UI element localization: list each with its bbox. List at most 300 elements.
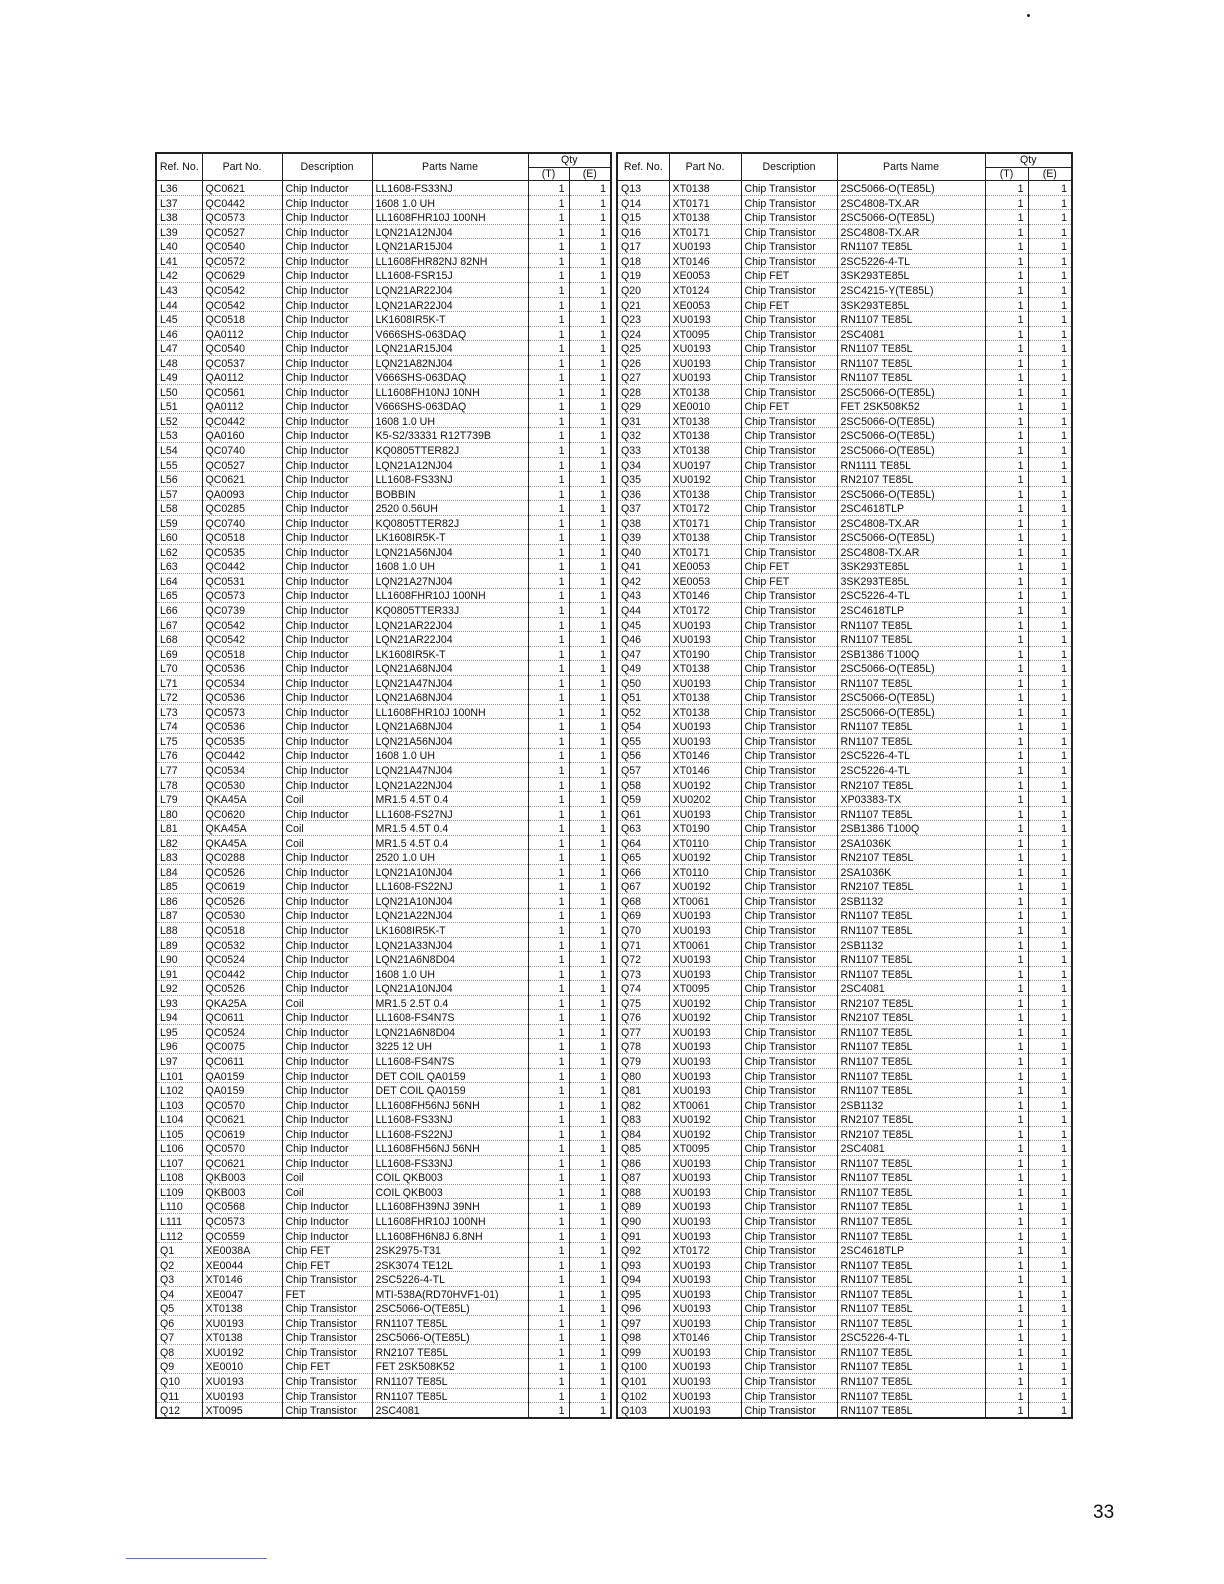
description-cell: Chip Transistor (741, 806, 837, 821)
table-row (617, 283, 1072, 298)
qty-e-cell: 1 (569, 515, 611, 530)
qty-t-cell: 1 (985, 559, 1028, 574)
parts-name-cell: XP03383-TX (837, 792, 985, 807)
qty-t-cell: 1 (528, 210, 569, 225)
ref-no-cell: L102 (156, 1083, 202, 1098)
qty-e-cell: 1 (569, 835, 611, 850)
ref-no-cell: Q12 (156, 1403, 202, 1418)
ref-no-cell: Q31 (617, 413, 669, 428)
part-no-cell: XT0172 (669, 1243, 741, 1258)
qty-t-cell: 1 (985, 952, 1028, 967)
qty-t-cell: 1 (985, 326, 1028, 341)
ref-no-cell: Q100 (617, 1359, 669, 1374)
ref-no-cell: L67 (156, 617, 202, 632)
qty-e-cell: 1 (569, 1243, 611, 1258)
description-cell: Chip Transistor (741, 632, 837, 647)
ref-no-cell: L108 (156, 1170, 202, 1185)
part-no-cell: XT0146 (669, 253, 741, 268)
ref-no-cell: L47 (156, 341, 202, 356)
part-no-cell: XT0190 (669, 646, 741, 661)
table-row (156, 559, 611, 574)
part-no-cell: QKA45A (202, 835, 282, 850)
description-cell: Chip Transistor (282, 1301, 372, 1316)
table-row (156, 1112, 611, 1127)
qty-e-cell: 1 (569, 326, 611, 341)
qty-e-cell: 1 (569, 821, 611, 836)
qty-e-cell: 1 (1028, 748, 1072, 763)
part-no-cell: XU0193 (669, 908, 741, 923)
ref-no-cell: L66 (156, 603, 202, 618)
table-row (156, 1374, 611, 1389)
ref-no-cell: Q68 (617, 893, 669, 908)
table-row (617, 1301, 1072, 1316)
qty-t-cell: 1 (985, 763, 1028, 778)
parts-name-cell: RN1107 TE85L (837, 1068, 985, 1083)
qty-e-cell: 1 (1028, 1155, 1072, 1170)
qty-e-cell: 1 (569, 661, 611, 676)
description-cell: Chip Transistor (741, 821, 837, 836)
table-row (617, 588, 1072, 603)
part-no-cell: QC0526 (202, 893, 282, 908)
parts-name-cell: 2SC5066-O(TE85L) (837, 181, 985, 196)
qty-e-cell: 1 (569, 806, 611, 821)
table-row (156, 297, 611, 312)
qty-t-cell: 1 (528, 719, 569, 734)
table-row (156, 850, 611, 865)
qty-e-cell: 1 (569, 1083, 611, 1098)
table-row (617, 1054, 1072, 1069)
qty-t-cell: 1 (528, 908, 569, 923)
parts-name-cell: LQN21A10NJ04 (372, 981, 528, 996)
description-cell: Chip FET (741, 399, 837, 414)
description-cell: Chip Inductor (282, 1199, 372, 1214)
part-no-cell: XU0193 (202, 1374, 282, 1389)
table-row (617, 1155, 1072, 1170)
table-row (156, 544, 611, 559)
table-row (156, 937, 611, 952)
ref-no-cell: Q94 (617, 1272, 669, 1287)
ref-no-cell: Q76 (617, 1010, 669, 1025)
ref-no-cell: Q18 (617, 253, 669, 268)
description-cell: Chip Transistor (741, 472, 837, 487)
description-cell: Chip Transistor (741, 1228, 837, 1243)
description-cell: Chip Transistor (282, 1272, 372, 1287)
table-row (156, 428, 611, 443)
qty-e-cell: 1 (1028, 297, 1072, 312)
table-row (617, 181, 1072, 196)
ref-no-cell: Q49 (617, 661, 669, 676)
part-no-cell: XT0171 (669, 195, 741, 210)
table-row (617, 1184, 1072, 1199)
part-no-cell: QC0573 (202, 588, 282, 603)
ref-no-cell: Q38 (617, 515, 669, 530)
qty-t-cell: 1 (985, 748, 1028, 763)
qty-e-cell: 1 (569, 341, 611, 356)
ref-no-cell: L54 (156, 443, 202, 458)
parts-name-cell: LL1608FHR82NJ 82NH (372, 253, 528, 268)
part-no-cell: QC0561 (202, 384, 282, 399)
description-cell: Chip Inductor (282, 777, 372, 792)
qty-t-cell: 1 (985, 355, 1028, 370)
parts-name-cell: LQN21A27NJ04 (372, 573, 528, 588)
qty-t-cell: 1 (528, 835, 569, 850)
qty-t-cell: 1 (985, 1374, 1028, 1389)
qty-e-cell: 1 (1028, 1374, 1072, 1389)
qty-t-cell: 1 (528, 457, 569, 472)
table-row (617, 1039, 1072, 1054)
table-row (156, 632, 611, 647)
header-qty-t: (T) (985, 167, 1028, 181)
qty-e-cell: 1 (1028, 646, 1072, 661)
part-no-cell: XU0193 (669, 675, 741, 690)
ref-no-cell: Q84 (617, 1126, 669, 1141)
qty-t-cell: 1 (528, 283, 569, 298)
description-cell: Chip Inductor (282, 690, 372, 705)
part-no-cell: XU0193 (669, 719, 741, 734)
footer-rule (126, 1558, 267, 1559)
parts-name-cell: 1608 1.0 UH (372, 195, 528, 210)
qty-t-cell: 1 (528, 821, 569, 836)
description-cell: Chip Transistor (741, 588, 837, 603)
description-cell: Chip Inductor (282, 355, 372, 370)
qty-e-cell: 1 (1028, 617, 1072, 632)
description-cell: Chip Transistor (741, 1141, 837, 1156)
table-row (617, 806, 1072, 821)
description-cell: Chip Transistor (282, 1344, 372, 1359)
table-row (156, 1083, 611, 1098)
part-no-cell: XU0192 (669, 850, 741, 865)
qty-e-cell: 1 (569, 384, 611, 399)
qty-e-cell: 1 (1028, 806, 1072, 821)
part-no-cell: QC0542 (202, 297, 282, 312)
qty-e-cell: 1 (1028, 1184, 1072, 1199)
table-row (617, 399, 1072, 414)
qty-e-cell: 1 (1028, 792, 1072, 807)
ref-no-cell: Q74 (617, 981, 669, 996)
parts-name-cell: RN1107 TE85L (837, 952, 985, 967)
qty-t-cell: 1 (985, 544, 1028, 559)
part-no-cell: XT0061 (669, 937, 741, 952)
ref-no-cell: Q23 (617, 312, 669, 327)
description-cell: Chip Inductor (282, 399, 372, 414)
table-row (617, 573, 1072, 588)
part-no-cell: XT0110 (669, 864, 741, 879)
ref-no-cell: Q64 (617, 835, 669, 850)
part-no-cell: XU0193 (669, 1228, 741, 1243)
part-no-cell: QC0535 (202, 544, 282, 559)
description-cell: Chip Transistor (741, 515, 837, 530)
qty-t-cell: 1 (528, 399, 569, 414)
qty-t-cell: 1 (985, 472, 1028, 487)
description-cell: Chip Inductor (282, 413, 372, 428)
parts-name-cell: RN1107 TE85L (837, 1403, 985, 1418)
ref-no-cell: L94 (156, 1010, 202, 1025)
parts-name-cell: RN1107 TE85L (837, 1214, 985, 1229)
description-cell: Chip Transistor (741, 1068, 837, 1083)
qty-t-cell: 1 (985, 981, 1028, 996)
table-row (617, 443, 1072, 458)
ref-no-cell: L83 (156, 850, 202, 865)
parts-name-cell: 2SC5066-O(TE85L) (372, 1301, 528, 1316)
part-no-cell: XT0138 (669, 486, 741, 501)
ref-no-cell: Q82 (617, 1097, 669, 1112)
table-row (156, 530, 611, 545)
table-row (617, 792, 1072, 807)
table-row (156, 981, 611, 996)
description-cell: Chip Inductor (282, 1126, 372, 1141)
table-row (617, 530, 1072, 545)
table-row (617, 937, 1072, 952)
qty-t-cell: 1 (985, 835, 1028, 850)
part-no-cell: QC0619 (202, 1126, 282, 1141)
description-cell: Chip Transistor (741, 646, 837, 661)
description-cell: Chip Inductor (282, 879, 372, 894)
part-no-cell: XU0192 (202, 1344, 282, 1359)
description-cell: Chip Transistor (741, 1315, 837, 1330)
table-row (156, 1054, 611, 1069)
description-cell: Chip Inductor (282, 472, 372, 487)
ref-no-cell: L97 (156, 1054, 202, 1069)
ref-no-cell: Q50 (617, 675, 669, 690)
qty-e-cell: 1 (1028, 283, 1072, 298)
description-cell: Chip Transistor (741, 835, 837, 850)
part-no-cell: XU0192 (669, 1010, 741, 1025)
qty-t-cell: 1 (528, 501, 569, 516)
table-row (617, 384, 1072, 399)
qty-e-cell: 1 (569, 1301, 611, 1316)
part-no-cell: XU0193 (669, 1344, 741, 1359)
qty-e-cell: 1 (569, 908, 611, 923)
qty-t-cell: 1 (985, 792, 1028, 807)
ref-no-cell: Q58 (617, 777, 669, 792)
parts-name-cell: LQN21AR15J04 (372, 239, 528, 254)
part-no-cell: XE0047 (202, 1286, 282, 1301)
qty-e-cell: 1 (569, 1272, 611, 1287)
qty-e-cell: 1 (1028, 1228, 1072, 1243)
description-cell: Chip Inductor (282, 268, 372, 283)
table-row (617, 1257, 1072, 1272)
parts-name-cell: LQN21A68NJ04 (372, 661, 528, 676)
table-row (617, 515, 1072, 530)
description-cell: Chip Inductor (282, 719, 372, 734)
table-row (617, 1083, 1072, 1098)
qty-t-cell: 1 (528, 1199, 569, 1214)
ref-no-cell: L82 (156, 835, 202, 850)
parts-name-cell: LQN21A68NJ04 (372, 719, 528, 734)
qty-t-cell: 1 (528, 253, 569, 268)
ref-no-cell: Q10 (156, 1374, 202, 1389)
part-no-cell: XT0138 (669, 428, 741, 443)
table-row (156, 995, 611, 1010)
parts-name-cell: RN1111 TE85L (837, 457, 985, 472)
part-no-cell: XU0192 (669, 472, 741, 487)
description-cell: Chip Inductor (282, 646, 372, 661)
qty-t-cell: 1 (985, 195, 1028, 210)
ref-no-cell: Q3 (156, 1272, 202, 1287)
ref-no-cell: L37 (156, 195, 202, 210)
qty-t-cell: 1 (528, 646, 569, 661)
parts-name-cell: 2SB1386 T100Q (837, 821, 985, 836)
qty-e-cell: 1 (1028, 777, 1072, 792)
description-cell: Chip Inductor (282, 530, 372, 545)
part-no-cell: XU0193 (669, 1286, 741, 1301)
description-cell: Chip Transistor (741, 792, 837, 807)
parts-name-cell: MTI-538A(RD70HVF1-01) (372, 1286, 528, 1301)
table-row (617, 544, 1072, 559)
ref-no-cell: L77 (156, 763, 202, 778)
part-no-cell: XT0171 (669, 224, 741, 239)
qty-t-cell: 1 (528, 675, 569, 690)
part-no-cell: XU0193 (669, 952, 741, 967)
parts-name-cell: RN2107 TE85L (837, 472, 985, 487)
parts-name-cell: LQN21AR15J04 (372, 341, 528, 356)
parts-name-cell: LQN21AR22J04 (372, 297, 528, 312)
part-no-cell: QC0629 (202, 268, 282, 283)
part-no-cell: XU0193 (669, 1024, 741, 1039)
qty-t-cell: 1 (528, 530, 569, 545)
qty-e-cell: 1 (1028, 268, 1072, 283)
qty-t-cell: 1 (528, 1243, 569, 1258)
qty-t-cell: 1 (985, 1039, 1028, 1054)
table-row (617, 690, 1072, 705)
part-no-cell: QC0573 (202, 1214, 282, 1229)
description-cell: Chip Transistor (741, 181, 837, 196)
part-no-cell: XE0053 (669, 573, 741, 588)
table-row (156, 1199, 611, 1214)
table-row (617, 457, 1072, 472)
table-row (156, 341, 611, 356)
qty-e-cell: 1 (569, 1068, 611, 1083)
ref-no-cell: Q13 (617, 181, 669, 196)
description-cell: Chip Transistor (741, 1257, 837, 1272)
qty-e-cell: 1 (1028, 515, 1072, 530)
description-cell: Chip Transistor (741, 443, 837, 458)
qty-t-cell: 1 (985, 283, 1028, 298)
ref-no-cell: L64 (156, 573, 202, 588)
parts-name-cell: RN1107 TE85L (372, 1388, 528, 1403)
parts-name-cell: LL1608FHR10J 100NH (372, 210, 528, 225)
ref-no-cell: Q36 (617, 486, 669, 501)
parts-name-cell: K5-S2/33331 R12T739B (372, 428, 528, 443)
parts-name-cell: 1608 1.0 UH (372, 966, 528, 981)
qty-e-cell: 1 (1028, 1126, 1072, 1141)
qty-e-cell: 1 (569, 413, 611, 428)
description-cell: Chip Inductor (282, 1214, 372, 1229)
qty-t-cell: 1 (528, 239, 569, 254)
table-row (156, 1403, 611, 1418)
parts-name-cell: 2SC5066-O(TE85L) (837, 443, 985, 458)
qty-e-cell: 1 (569, 1184, 611, 1199)
ref-no-cell: L106 (156, 1141, 202, 1156)
qty-e-cell: 1 (569, 530, 611, 545)
parts-name-cell: 2SC4081 (372, 1403, 528, 1418)
ref-no-cell: Q24 (617, 326, 669, 341)
parts-name-cell: RN1107 TE85L (837, 617, 985, 632)
part-no-cell: XT0061 (669, 893, 741, 908)
ref-no-cell: Q32 (617, 428, 669, 443)
parts-name-cell: RN2107 TE85L (837, 850, 985, 865)
header-description: Description (741, 153, 837, 181)
qty-t-cell: 1 (528, 923, 569, 938)
description-cell: Chip Transistor (741, 1374, 837, 1389)
part-no-cell: XE0053 (669, 559, 741, 574)
parts-name-cell: LL1608FH6N8J 6.8NH (372, 1228, 528, 1243)
parts-name-cell: FET 2SK508K52 (372, 1359, 528, 1374)
ref-no-cell: L110 (156, 1199, 202, 1214)
qty-e-cell: 1 (569, 864, 611, 879)
table-row (156, 1286, 611, 1301)
qty-e-cell: 1 (1028, 1388, 1072, 1403)
qty-e-cell: 1 (1028, 312, 1072, 327)
ref-no-cell: Q63 (617, 821, 669, 836)
qty-t-cell: 1 (985, 704, 1028, 719)
table-row (156, 661, 611, 676)
part-no-cell: QC0442 (202, 748, 282, 763)
qty-t-cell: 1 (528, 1286, 569, 1301)
description-cell: Chip Inductor (282, 457, 372, 472)
description-cell: Chip Transistor (282, 1388, 372, 1403)
qty-t-cell: 1 (528, 472, 569, 487)
parts-name-cell: RN1107 TE85L (837, 733, 985, 748)
description-cell: Chip Transistor (741, 661, 837, 676)
qty-t-cell: 1 (985, 617, 1028, 632)
qty-t-cell: 1 (985, 588, 1028, 603)
table-row (617, 195, 1072, 210)
description-cell: Chip Transistor (741, 981, 837, 996)
description-cell: Chip Transistor (741, 530, 837, 545)
description-cell: Chip Transistor (741, 544, 837, 559)
qty-e-cell: 1 (569, 181, 611, 196)
qty-e-cell: 1 (1028, 893, 1072, 908)
part-no-cell: QC0518 (202, 312, 282, 327)
parts-name-cell: 2SC5066-O(TE85L) (837, 690, 985, 705)
qty-t-cell: 1 (985, 1403, 1028, 1418)
qty-e-cell: 1 (1028, 821, 1072, 836)
description-cell: Chip Inductor (282, 312, 372, 327)
qty-t-cell: 1 (528, 1039, 569, 1054)
qty-e-cell: 1 (569, 588, 611, 603)
parts-name-cell: 2SC4215-Y(TE85L) (837, 283, 985, 298)
qty-t-cell: 1 (528, 1301, 569, 1316)
qty-e-cell: 1 (1028, 923, 1072, 938)
ref-no-cell: Q61 (617, 806, 669, 821)
part-no-cell: XT0171 (669, 544, 741, 559)
qty-e-cell: 1 (1028, 879, 1072, 894)
table-row (156, 1039, 611, 1054)
table-row (617, 1403, 1072, 1418)
qty-e-cell: 1 (1028, 850, 1072, 865)
qty-t-cell: 1 (528, 1388, 569, 1403)
table-row (156, 603, 611, 618)
ref-no-cell: L84 (156, 864, 202, 879)
ref-no-cell: Q20 (617, 283, 669, 298)
parts-name-cell: RN1107 TE85L (837, 806, 985, 821)
ref-no-cell: Q96 (617, 1301, 669, 1316)
part-no-cell: QC0442 (202, 413, 282, 428)
description-cell: Chip Transistor (741, 675, 837, 690)
qty-t-cell: 1 (528, 1344, 569, 1359)
qty-e-cell: 1 (569, 1359, 611, 1374)
parts-name-cell: LL1608-FS22NJ (372, 1126, 528, 1141)
qty-t-cell: 1 (985, 937, 1028, 952)
description-cell: Chip Transistor (741, 486, 837, 501)
part-no-cell: XU0193 (669, 1272, 741, 1287)
table-row (156, 835, 611, 850)
description-cell: Chip Inductor (282, 559, 372, 574)
qty-e-cell: 1 (569, 995, 611, 1010)
part-no-cell: XE0010 (202, 1359, 282, 1374)
parts-name-cell: 2SC5066-O(TE85L) (837, 530, 985, 545)
